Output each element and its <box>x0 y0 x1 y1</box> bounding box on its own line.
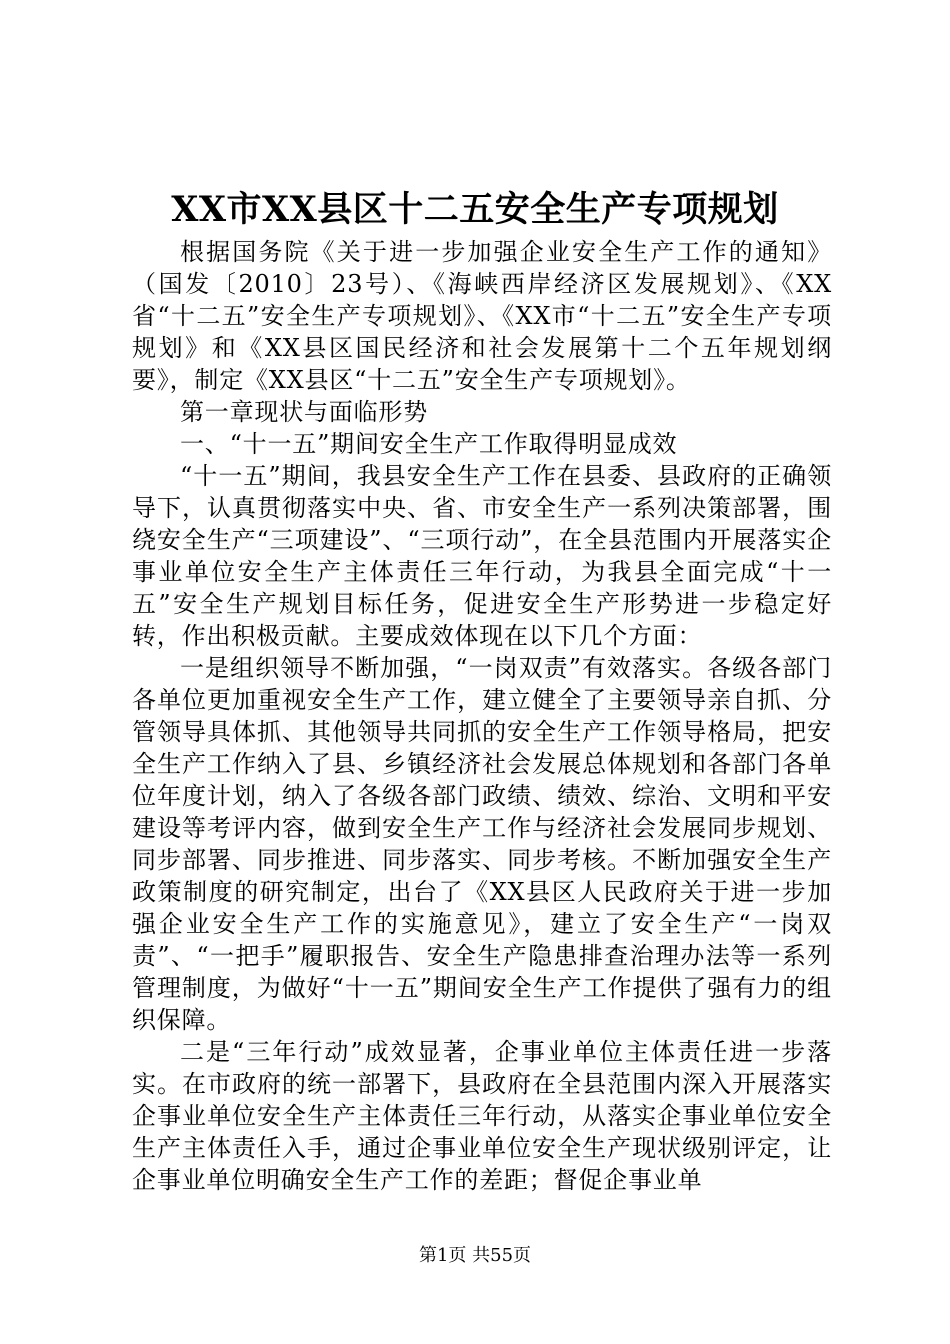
intro-paragraph: 根据国务院《关于进一步加强企业安全生产工作的通知》（国发〔2010〕23号）、《海峡西岸经济区发展规划》、《XX省“十二五”安全生产专项规划》、《XX市“十二五”安全生产专项规划》和《XX县区国民经济和社会发展第十二个五年规划纲要》，制定《XX县区“十二五”安全生产专项规划》。 <box>132 238 832 394</box>
section-heading: 一、“十一五”期间安全生产工作取得明显成效 <box>180 430 678 458</box>
page-number-footer: 第1页 共55页 <box>418 1245 532 1266</box>
body-paragraph: 二是“三年行动”成效显著，企事业单位主体责任进一步落实。在市政府的统一部署下，县政府在全县范围内深入开展落实企事业单位安全生产主体责任三年行动，从落实企事业单位安全生产主体责任入手，通过企事业单位安全生产现状级别评定，让企事业单位明确安全生产工作的差距；督促企事业单 <box>132 1038 832 1194</box>
document-title: XX市XX县区十二五安全生产专项规划 <box>171 189 779 230</box>
body-paragraph: 一是组织领导不断加强，“一岗双责”有效落实。各级各部门各单位更加重视安全生产工作，建立健全了主要领导亲自抓、分管领导具体抓、其他领导共同抓的安全生产工作领导格局，把安全生产工作纳入了县、乡镇经济社会发展总体规划和各部门各单位年度计划，纳入了各级各部门政绩、绩效、综治、文明和平安建设等考评内容，做到安全生产工作与经济社会发展同步规划、同步部署、同步推进、同步落实、同步考核。不断加强安全生产政策制度的研究制定，出台了《XX县区人民政府关于进一步加强企业安全生产工作的实施意见》，建立了安全生产“一岗双责”、“一把手”履职报告、安全生产隐患排查治理办法等一系列管理制度，为做好“十一五”期间安全生产工作提供了强有力的组织保障。 <box>132 654 832 1034</box>
document-body <box>132 236 832 1196</box>
chapter-heading: 第一章现状与面临形势 <box>180 398 428 426</box>
body-paragraph: “十一五”期间，我县安全生产工作在县委、县政府的正确领导下，认真贯彻落实中央、省、市安全生产一系列决策部署，围绕安全生产“三项建设”、“三项行动”，在全县范围内开展落实企事业单位安全生产主体责任三年行动，为我县全面完成“十一五”安全生产规划目标任务，促进安全生产形势进一步稳定好转，作出积极贡献。主要成效体现在以下几个方面： <box>132 462 832 650</box>
